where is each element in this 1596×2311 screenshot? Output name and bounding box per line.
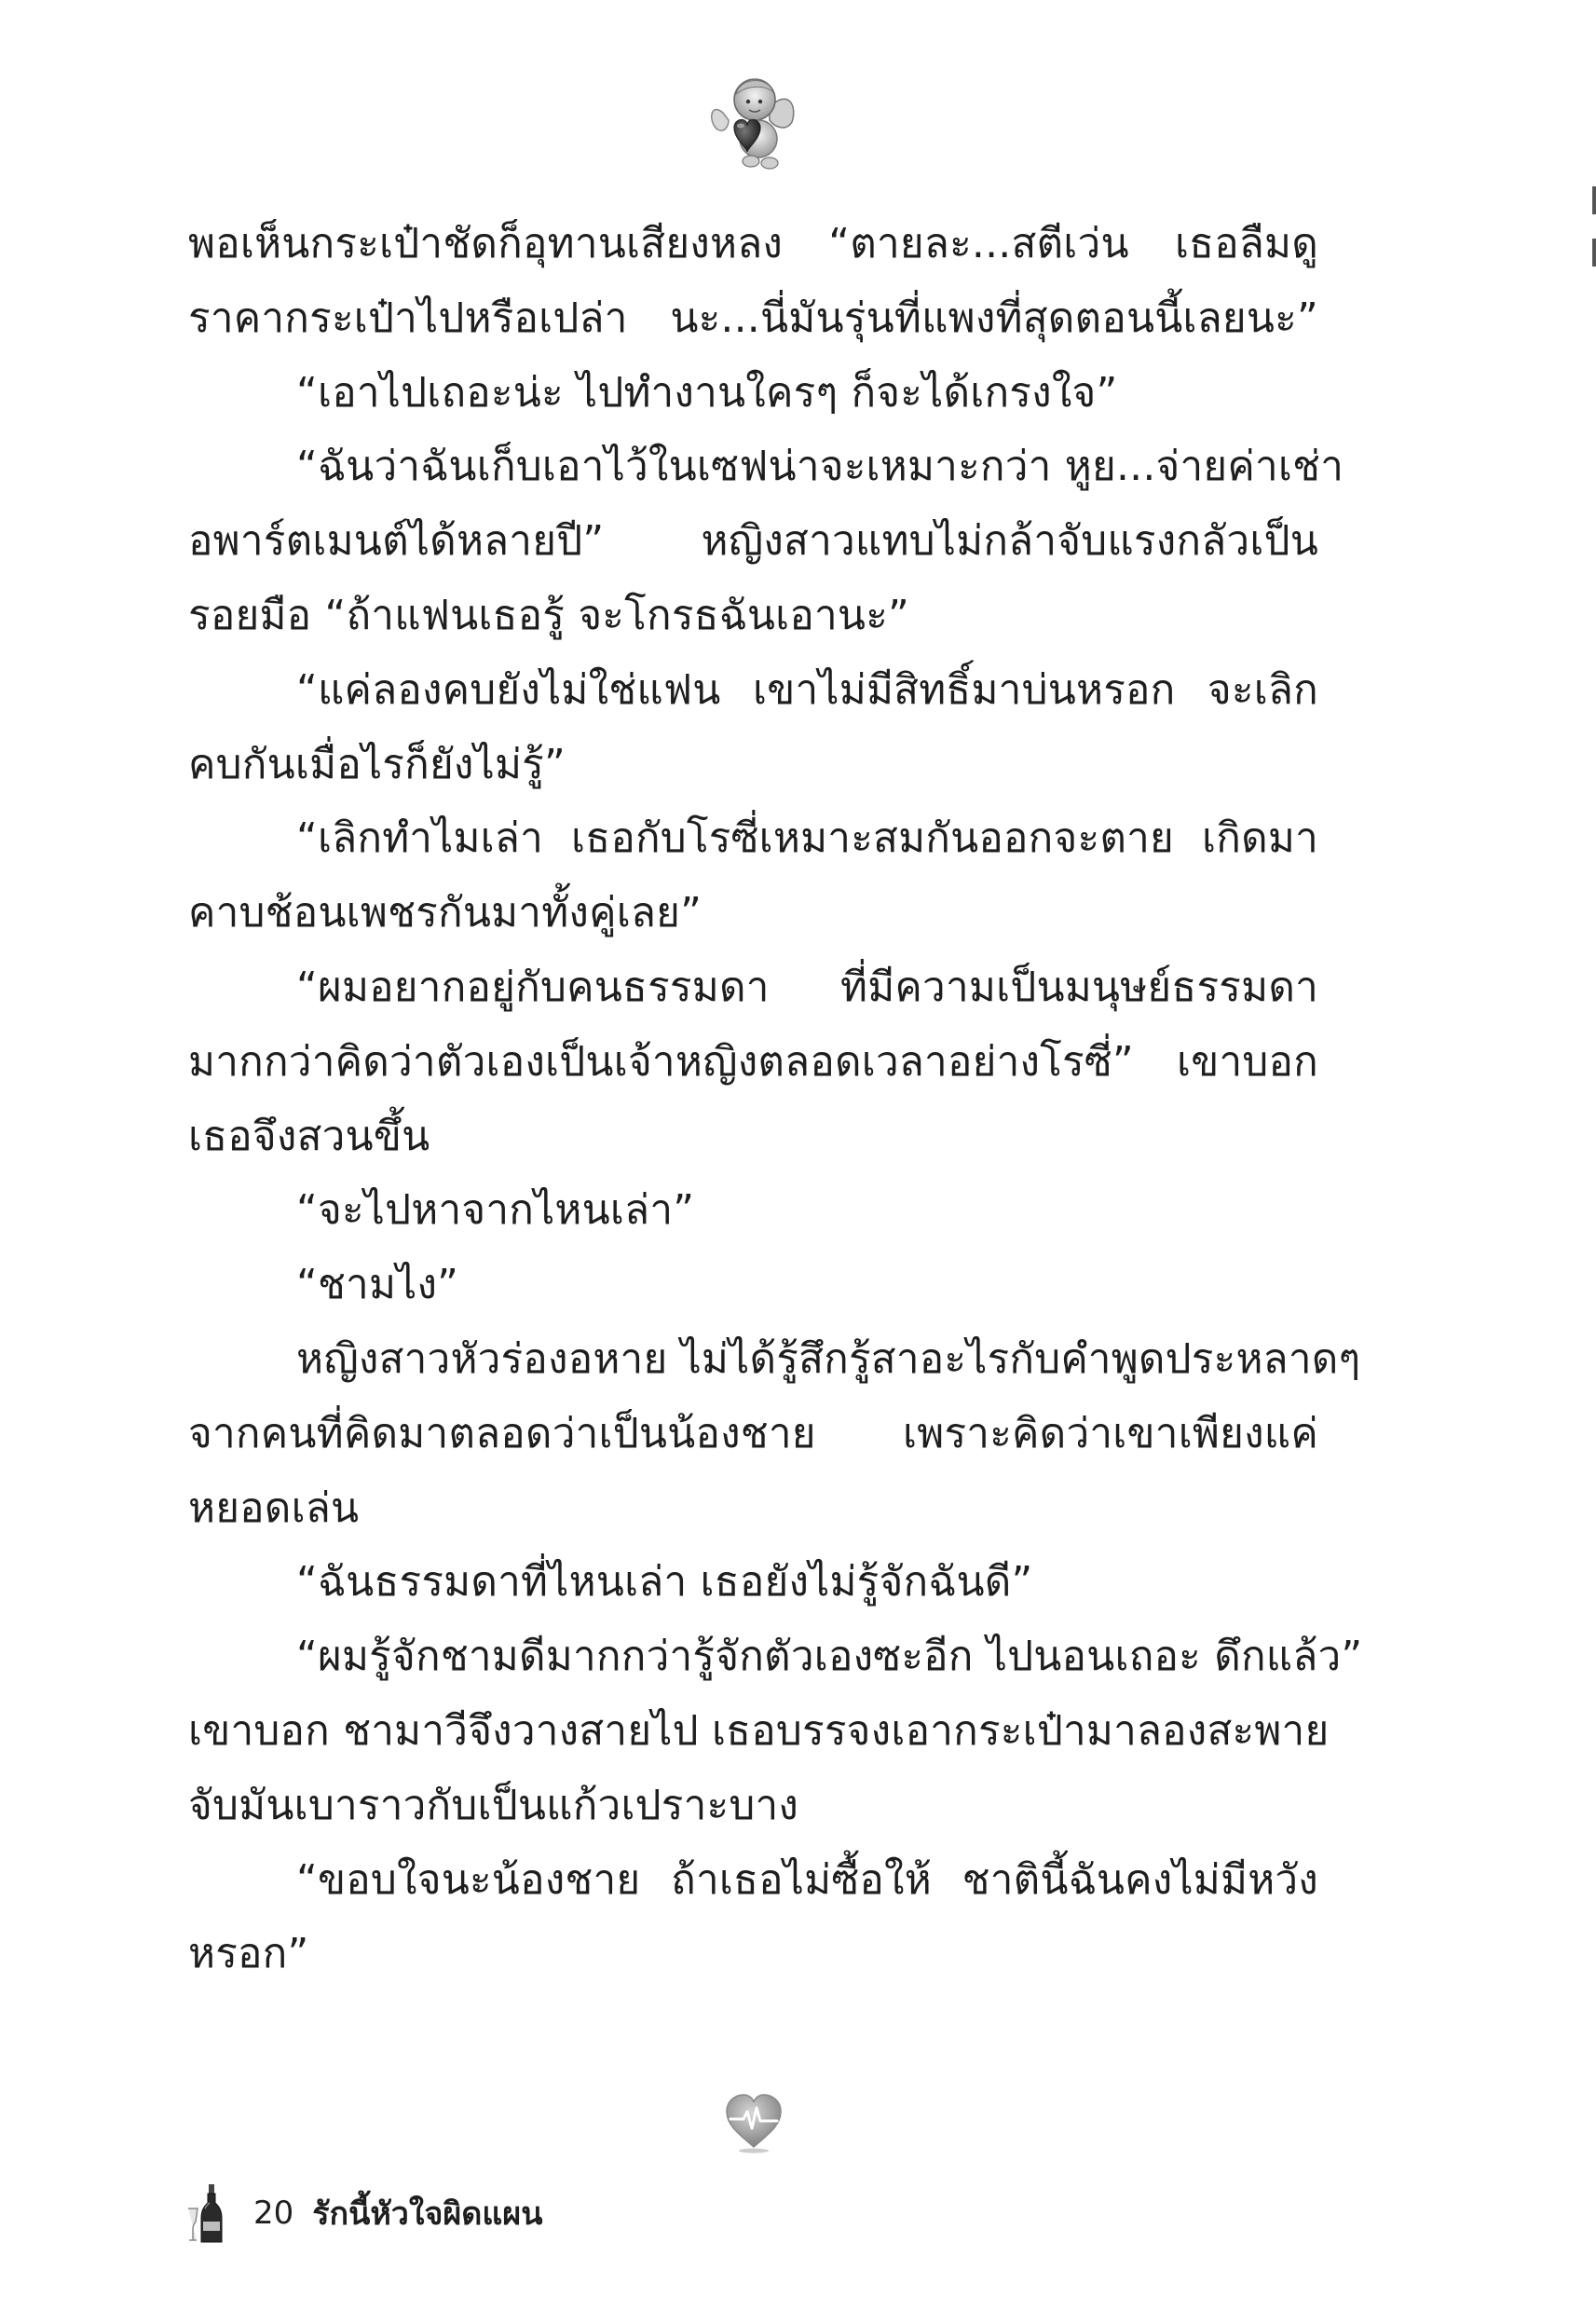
text-line: หยอดเล่น xyxy=(188,1484,360,1532)
body-text xyxy=(188,207,1363,1991)
cupid-with-heart-icon xyxy=(706,70,799,172)
text-line: “ขอบใจนะน้องชาย ถ้าเธอไม่ซื้อให้ ชาตินี้ฉันคงไม่มีหวัง xyxy=(296,1855,1318,1904)
text-line: พอเห็นกระเป๋าชัดก็อุทานเสียงหลง “ตายละ...สตีเว่น เธอลืมดู xyxy=(188,220,1318,267)
text-line: “ฉันว่าฉันเก็บเอาไว้ในเซฟน่าจะเหมาะกว่า หูย...จ่ายค่าเช่า xyxy=(296,443,1344,491)
text-line: หรอก” xyxy=(188,1930,309,1978)
heart-pulse-icon xyxy=(721,2089,786,2154)
text-line: เธอจึงสวนขึ้น xyxy=(188,1112,430,1160)
text-line: “ชามไง” xyxy=(296,1261,459,1309)
text-line: “เลิกทำไมเล่า เธอกับโรซี่เหมาะสมกันออกจะตาย เกิดมา xyxy=(296,814,1318,863)
text-line: จากคนที่คิดมาตลอดว่าเป็นน้องชาย เพราะคิดว่าเขาเพียงแค่ xyxy=(188,1409,1318,1457)
text-line: “เอาไปเถอะน่ะ ไปทำงานใครๆ ก็จะได้เกรงใจ” xyxy=(296,368,1118,417)
text-line: “แค่ลองคบยังไม่ใช่แฟน เขาไม่มีสิทธิ์มาบ่นหรอก จะเลิก xyxy=(296,665,1318,714)
edge-mark xyxy=(1592,186,1596,214)
page-footer xyxy=(184,2181,542,2246)
text-line: หญิงสาวหัวร่องอหาย ไม่ได้รู้สึกรู้สาอะไรกับคำพูดประหลาดๆ xyxy=(296,1334,1361,1383)
champagne-bottle-icon xyxy=(184,2181,227,2246)
text-line: เขาบอก ชามาวีจึงวางสายไป เธอบรรจงเอากระเป๋ามาลองสะพาย xyxy=(188,1706,1330,1755)
text-line: “ผมรู้จักชามดีมากกว่ารู้จักตัวเองซะอีก ไปนอนเถอะ ดึกแล้ว” xyxy=(296,1633,1363,1681)
text-line: จับมันเบาราวกับเป็นแก้วเปราะบาง xyxy=(188,1781,799,1829)
book-title: รักนี้หัวใจผิดแผน xyxy=(312,2195,543,2233)
text-line: “ฉันธรรมดาที่ไหนเล่า เธอยังไม่รู้จักฉันดี” xyxy=(296,1558,1033,1607)
text-line: “จะไปหาจากไหนเล่า” xyxy=(296,1186,695,1235)
page-number: 20 xyxy=(253,2195,294,2232)
text-line: อพาร์ตเมนต์ได้หลายปี” หญิงสาวแทบไม่กล้าจับแรงกลัวเป็น xyxy=(188,517,1318,566)
text-line: ราคากระเป๋าไปหรือเปล่า นะ...นี่มันรุ่นที่แพงที่สุดตอนนี้เลยนะ” xyxy=(188,294,1318,342)
text-line: คบกันเมื่อไรก็ยังไม่รู้” xyxy=(188,740,566,788)
text-line: “ผมอยากอยู่กับคนธรรมดา ที่มีความเป็นมนุษย์ธรรมดา xyxy=(296,963,1318,1011)
text-line: รอยมือ “ถ้าแฟนเธอรู้ จะโกรธฉันเอานะ” xyxy=(188,591,910,639)
edge-mark xyxy=(1592,239,1596,267)
text-line: มากกว่าคิดว่าตัวเองเป็นเจ้าหญิงตลอดเวลาอย่างโรซี่” เขาบอก xyxy=(188,1037,1318,1086)
text-line: คาบช้อนเพชรกันมาทั้งคู่เลย” xyxy=(188,889,703,937)
